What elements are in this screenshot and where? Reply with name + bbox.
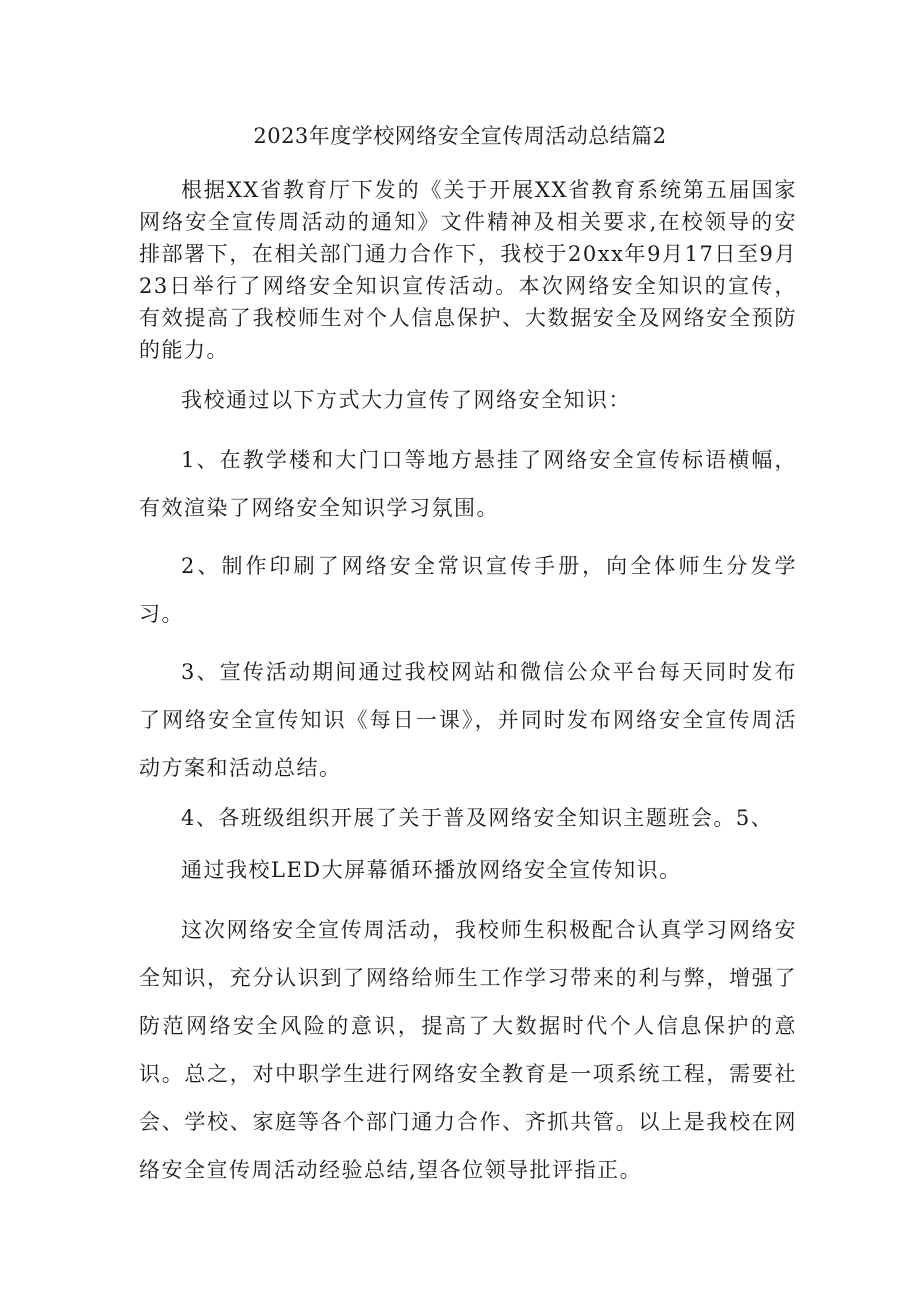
paragraph-item-1: 1、在教学楼和大门口等地方悬挂了网络安全宣传标语横幅，有效渲染了网络安全知识学习氛围。	[139, 448, 797, 520]
paragraph-intro: 根据XX省教育厅下发的《关于开展XX省教育系统第五届国家网络安全宣传周活动的通知》文件精神及相关要求,在校领导的安排部署下，在相关部门通力合作下，我校于20xx年9月17日至9月23日举行了网络安全知识宣传活动。本次网络安全知识的宣传，有效提高了我校师生对个人信息保护、大数据安全及网络安全预防的能力。	[139, 178, 797, 362]
document-title: 2023年度学校网络安全宣传周活动总结篇2	[253, 124, 667, 148]
paragraph-methods-lead: 我校通过以下方式大力宣传了网络安全知识：	[181, 388, 631, 412]
paragraph-conclusion: 这次网络安全宣传周活动，我校师生积极配合认真学习网络安全知识，充分认识到了网络给师生工作学习带来的利与弊，增强了防范网络安全风险的意识，提高了大数据时代个人信息保护的意识。总之，对中职学生进行网络安全教育是一项系统工程，需要社会、学校、家庭等各个部门通力合作、齐抓共管。以上是我校在网络安全宣传周活动经验总结,望各位领导批评指正。	[139, 918, 797, 1182]
paragraph-item-3: 3、宣传活动期间通过我校网站和微信公众平台每天同时发布了网络安全宣传知识《每日一课》，并同时发布网络安全宣传周活动方案和活动总结。	[139, 660, 797, 780]
paragraph-item-2: 2、制作印刷了网络安全常识宣传手册，向全体师生分发学习。	[139, 554, 797, 626]
paragraph-item-4: 4、各班级组织开展了关于普及网络安全知识主题班会。5、	[181, 806, 774, 830]
paragraph-item-5: 通过我校LED大屏幕循环播放网络安全宣传知识。	[181, 858, 682, 882]
document-body	[139, 174, 797, 1194]
